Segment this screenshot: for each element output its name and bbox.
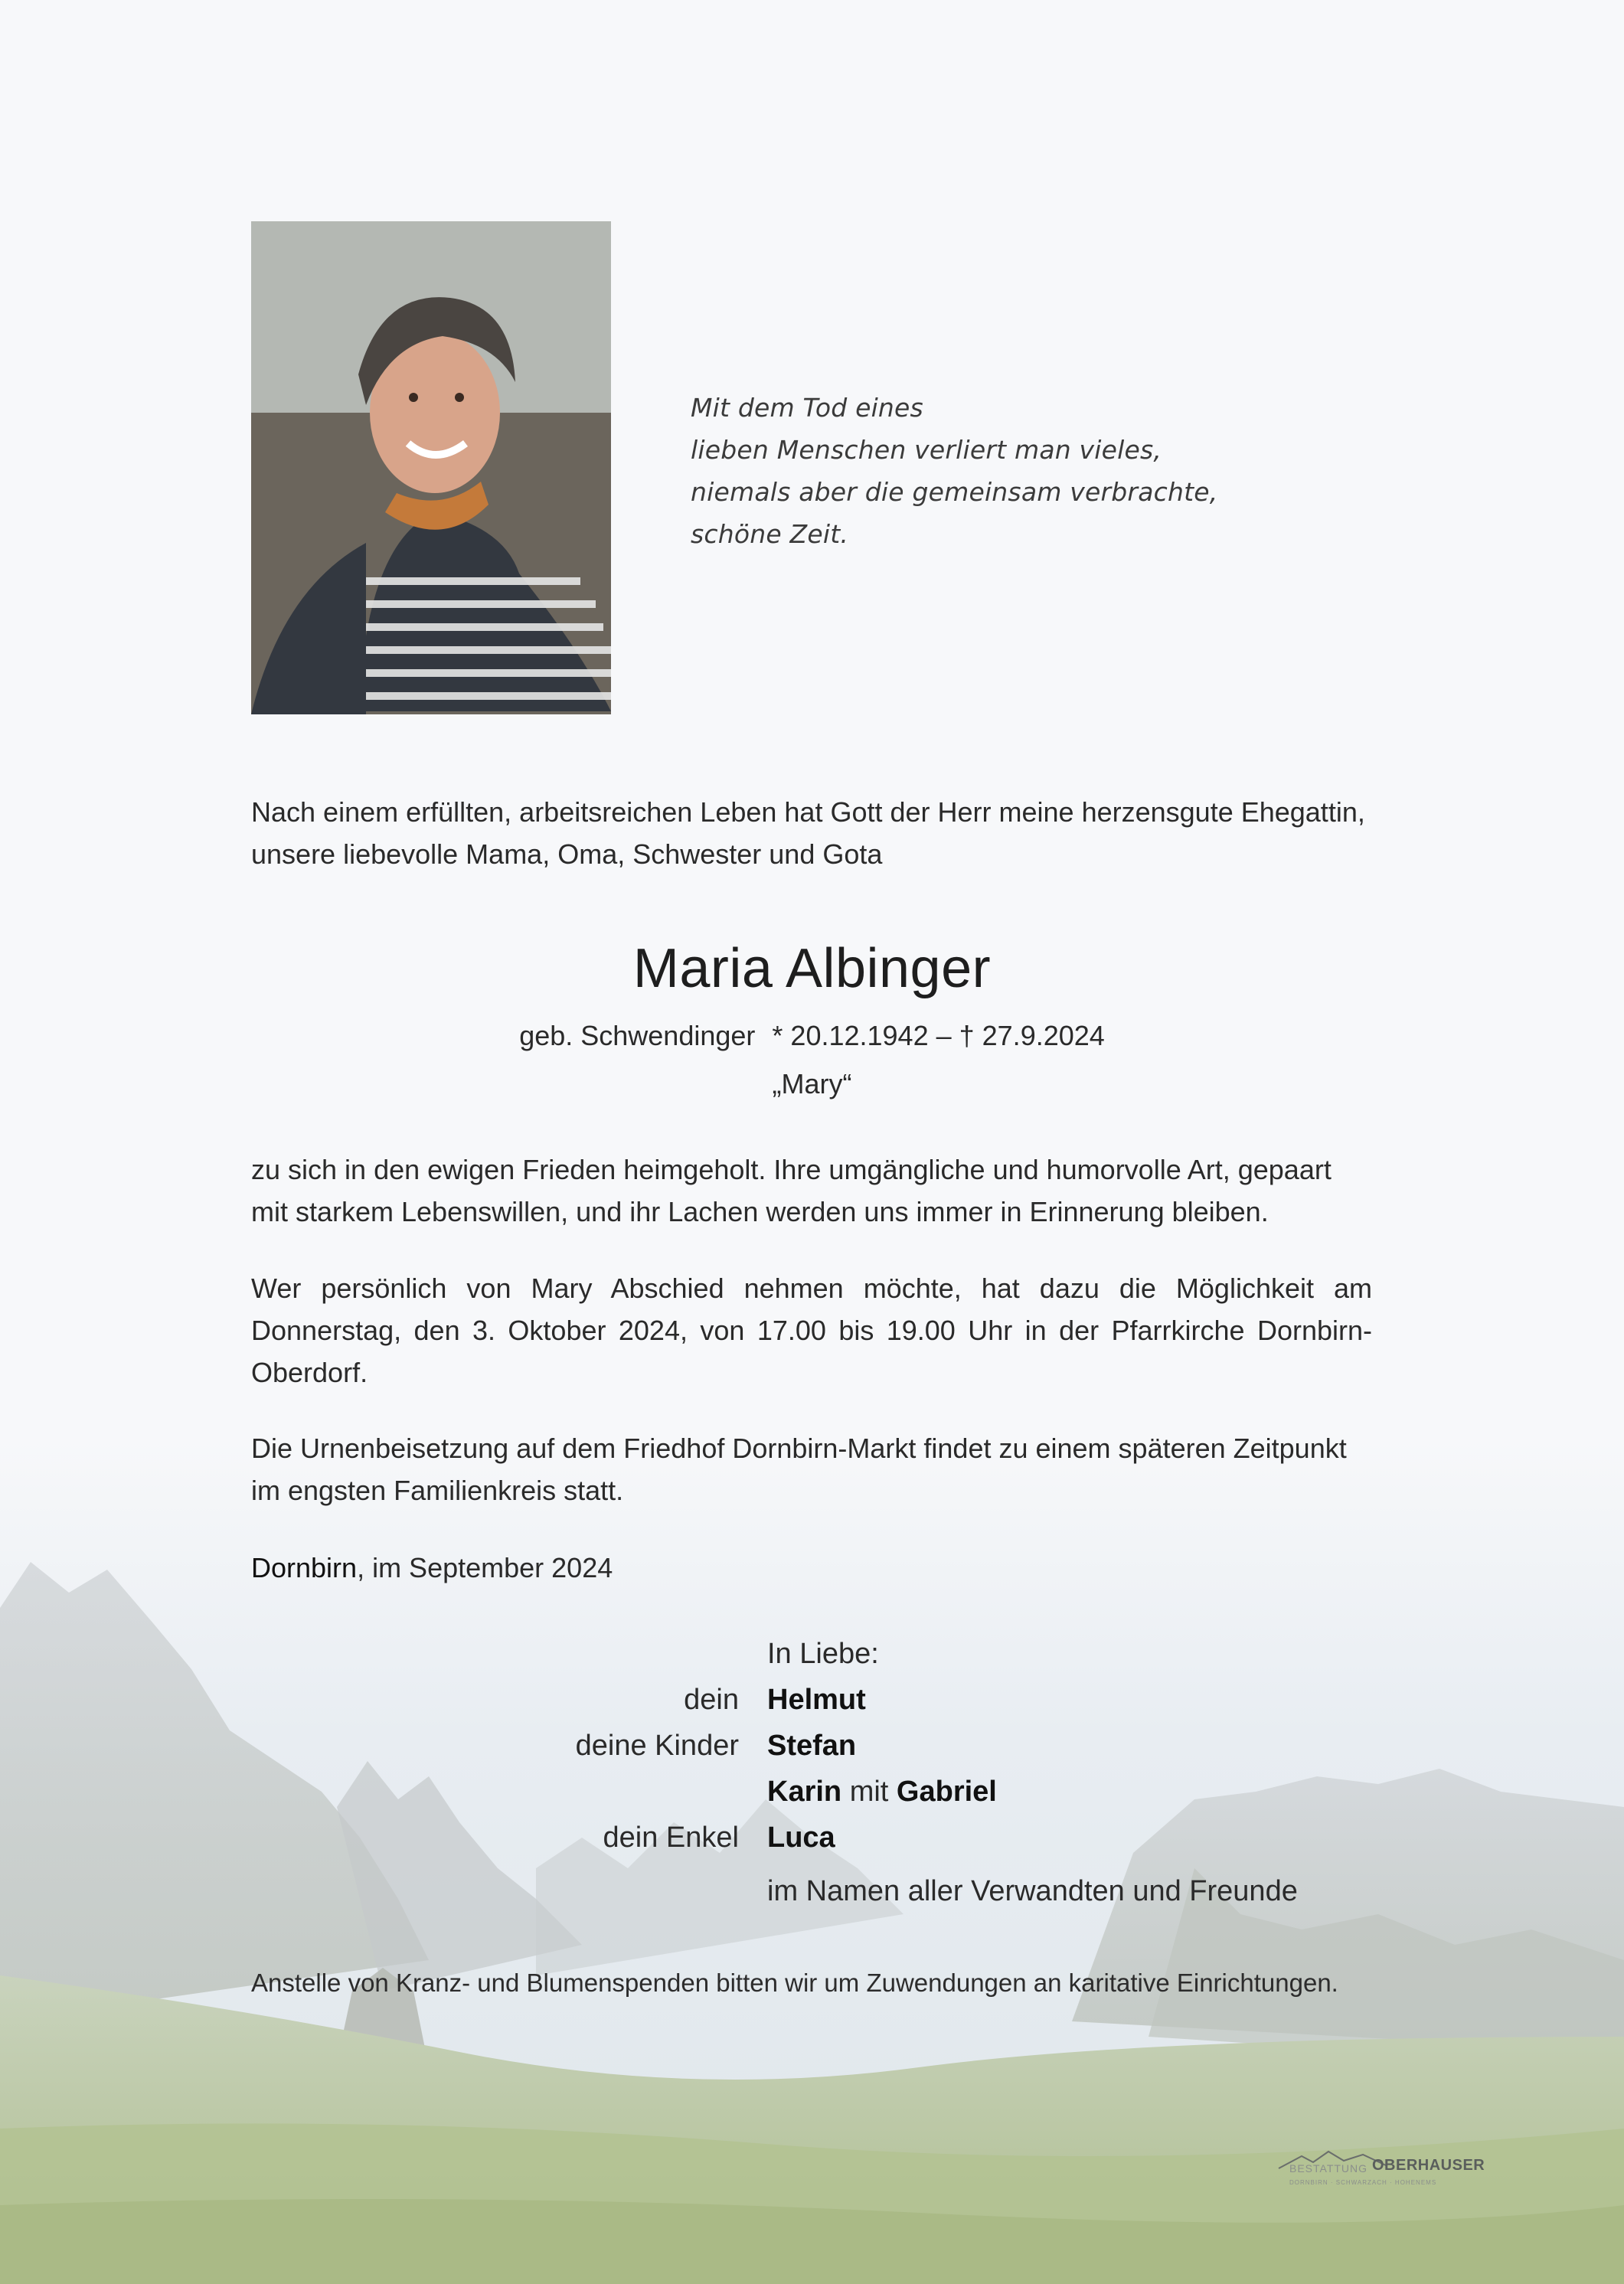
funeral-home-logo <box>1271 2147 1485 2193</box>
mourner-relation: dein Enkel <box>603 1822 739 1854</box>
nickname: „Mary“ <box>772 1068 852 1100</box>
quote-line: schöne Zeit. <box>691 519 849 549</box>
mourner-name: Stefan <box>767 1730 857 1762</box>
logo-name: OBERHAUSER <box>1372 2157 1485 2174</box>
mourner-partner: Gabriel <box>896 1776 997 1808</box>
mourner-name: Helmut <box>767 1684 866 1716</box>
memorial-quote <box>691 387 1227 555</box>
mourner-row <box>0 1769 1624 1815</box>
mourner-connector: mit <box>841 1776 897 1808</box>
mourners-heading: In Liebe: <box>767 1638 879 1670</box>
life-dates: * 20.12.1942 – † 27.9.2024 <box>772 1020 1105 1051</box>
mourner-name: Luca <box>767 1822 835 1854</box>
deceased-name: Maria Albinger <box>632 938 992 999</box>
mourner-name: Karin <box>767 1776 842 1808</box>
place-date <box>251 1547 1372 1589</box>
mourners-closing: im Namen aller Verwandten und Freunde <box>767 1875 1298 1907</box>
mourner-row <box>0 1815 1624 1861</box>
mourner-row <box>0 1677 1624 1723</box>
quote-line: lieben Menschen verliert man vieles, <box>691 435 1162 465</box>
mourner-relation: dein <box>684 1684 739 1716</box>
paragraph-remembrance: zu sich in den ewigen Frieden heimgeholt. Ihre umgängliche und humorvolle Art, gepaart mit starkem Lebenswillen, und ihr Lachen werden uns immer in Erinnerung bleiben. <box>251 1154 1332 1227</box>
mourner-relation: deine Kinder <box>575 1730 739 1762</box>
logo-subline: DORNBIRN · SCHWARZACH · HOHENEMS <box>1289 2179 1437 2186</box>
place-city: Dornbirn <box>251 1552 358 1583</box>
portrait-photo <box>251 221 611 714</box>
quote-line: Mit dem Tod eines <box>691 393 923 423</box>
logo-prefix: BESTATTUNG <box>1289 2162 1368 2175</box>
maiden-name: geb. Schwendinger <box>519 1020 756 1051</box>
intro-paragraph: Nach einem erfüllten, arbeitsreichen Leben hat Gott der Herr meine herzensgute Ehegattin, unsere liebevolle Mama, Oma, Schwester und Gota <box>251 796 1365 870</box>
birth-death-line <box>0 1015 1624 1057</box>
mourner-row <box>0 1723 1624 1769</box>
paragraph-farewell: Wer persönlich von Mary Abschied nehmen möchte, hat dazu die Möglichkeit am Donnerstag, den 3. Oktober 2024, von 17.00 bis 19.00 Uhr in der Pfarrkirche Dornbirn-Oberdorf. <box>251 1273 1372 1388</box>
paragraph-burial: Die Urnenbeisetzung auf dem Friedhof Dornbirn-Markt findet zu einem späteren Zeitpunkt im engsten Familienkreis statt. <box>251 1433 1347 1506</box>
quote-line: niemals aber die gemeinsam verbrachte, <box>691 477 1218 507</box>
donation-note: Anstelle von Kranz- und Blumenspenden bitten wir um Zuwendungen an karitative Einrichtungen. <box>251 1969 1338 1997</box>
place-date-text: , im September 2024 <box>357 1552 613 1583</box>
